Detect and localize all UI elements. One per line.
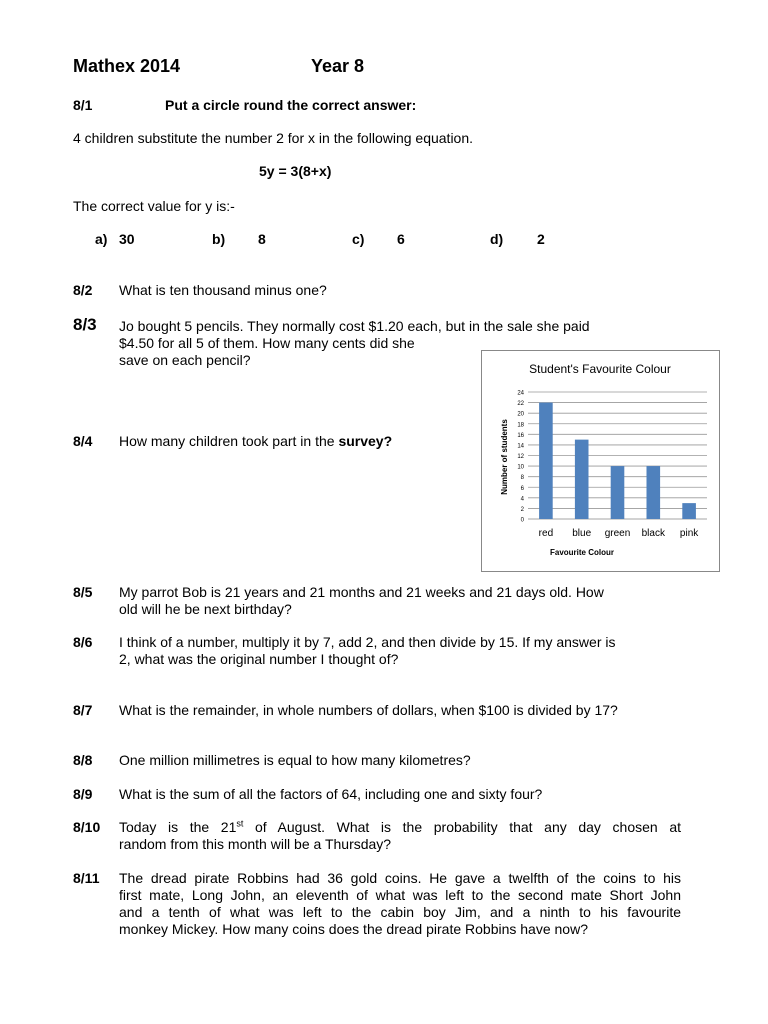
bar-green — [611, 466, 625, 519]
page-title: Mathex 2014 — [73, 56, 181, 76]
y-tick-label: 8 — [520, 475, 524, 482]
x-tick-label: blue — [572, 528, 592, 539]
question-instruction: Put a circle round the correct answer: — [165, 97, 417, 113]
year-label: Year 8 — [311, 56, 365, 76]
option-value-d[interactable]: 2 — [537, 231, 545, 247]
question-number: 8/5 — [73, 584, 93, 600]
y-tick-label: 22 — [517, 401, 524, 408]
question-number: 8/4 — [73, 433, 93, 449]
question-prompt: The correct value for y is:- — [73, 198, 235, 214]
option-value-b[interactable]: 8 — [258, 231, 266, 247]
bar-black — [646, 466, 660, 519]
equation: 5y = 3(8+x) — [259, 163, 332, 179]
question-number: 8/8 — [73, 752, 93, 768]
option-letter-a: a) — [95, 231, 108, 247]
x-tick-label: red — [538, 528, 554, 539]
question-number: 8/11 — [73, 870, 100, 886]
option-value-a[interactable]: 30 — [119, 231, 135, 247]
option-letter-d: d) — [490, 231, 504, 247]
question-text — [119, 433, 392, 450]
y-tick-label: 14 — [517, 443, 524, 450]
x-tick-label: pink — [679, 528, 699, 539]
y-tick-label: 6 — [520, 485, 524, 492]
question-text-line: old will he be next birthday? — [119, 601, 292, 617]
ordinal-suffix: st — [236, 818, 244, 829]
question-text: One million millimetres is equal to how many kilometres? — [119, 752, 471, 768]
y-tick-label: 18 — [517, 422, 524, 429]
question-text-main: How many children took part in the — [119, 433, 339, 449]
question-text-line: first mate, Long John, an eleventh of what was left to the second mate Short John — [119, 887, 681, 903]
question-number: 8/1 — [73, 97, 93, 113]
y-tick-label: 2 — [520, 506, 524, 513]
bar-red — [539, 403, 553, 519]
y-tick-label: 0 — [520, 517, 524, 524]
question-text-rest: of August. What is the probability that any day chosen at — [243, 819, 681, 835]
date-text: Today is the 21 — [119, 819, 237, 835]
question-text-line: My parrot Bob is 21 years and 21 months and 21 weeks and 21 days old. How — [119, 584, 604, 600]
question-text-line: 2, what was the original number I thought of? — [119, 651, 399, 667]
question-text-line: random from this month will be a Thursday? — [119, 836, 392, 852]
survey-emphasis: survey? — [338, 433, 393, 449]
y-tick-label: 24 — [517, 390, 524, 397]
y-tick-label: 16 — [517, 432, 524, 439]
y-tick-label: 20 — [517, 411, 524, 418]
question-text-line: monkey Mickey. How many coins does the dread pirate Robbins have now? — [119, 921, 588, 937]
y-axis-label: Number of students — [500, 419, 509, 495]
y-tick-label: 4 — [520, 496, 524, 503]
y-tick-label: 12 — [517, 454, 524, 460]
question-text-line: The dread pirate Robbins had 36 gold coins. He gave a twelfth of the coins to his — [119, 870, 681, 886]
question-text-line: save on each pencil? — [119, 352, 251, 368]
x-axis-label: Favourite Colour — [549, 548, 615, 557]
option-letter-c: c) — [352, 231, 365, 247]
question-number: 8/2 — [73, 282, 93, 298]
question-text-line: and a tenth of what was left to the cabin boy Jim, and a ninth to his favourite — [119, 904, 681, 920]
question-text-line — [119, 819, 681, 836]
x-tick-label: green — [604, 528, 631, 539]
question-number: 8/3 — [73, 315, 97, 334]
bar-pink — [682, 503, 696, 519]
question-number: 8/7 — [73, 702, 93, 718]
question-number: 8/9 — [73, 786, 93, 802]
question-text: What is the sum of all the factors of 64, including one and sixty four? — [119, 786, 543, 802]
chart-svg — [482, 351, 719, 571]
chart-title: Student's Favourite Colour — [529, 362, 671, 376]
x-tick-label: black — [641, 528, 665, 539]
question-intro: 4 children substitute the number 2 for x in the following equation. — [73, 130, 474, 146]
option-value-c[interactable]: 6 — [397, 231, 405, 247]
question-text-line: $4.50 for all 5 of them. How many cents did she — [119, 335, 415, 351]
bars — [539, 403, 696, 519]
question-number: 8/10 — [73, 819, 101, 835]
bar-chart — [481, 350, 720, 572]
question-number: 8/6 — [73, 634, 93, 650]
option-letter-b: b) — [212, 231, 226, 247]
question-text: What is ten thousand minus one? — [119, 282, 327, 298]
question-text-line: I think of a number, multiply it by 7, add 2, and then divide by 15. If my answer is — [119, 634, 616, 650]
bar-blue — [575, 440, 589, 519]
y-tick-label: 10 — [517, 464, 524, 471]
question-text: What is the remainder, in whole numbers of dollars, when $100 is divided by 17? — [119, 702, 618, 718]
question-text-line: Jo bought 5 pencils. They normally cost $1.20 each, but in the sale she paid — [119, 318, 590, 334]
